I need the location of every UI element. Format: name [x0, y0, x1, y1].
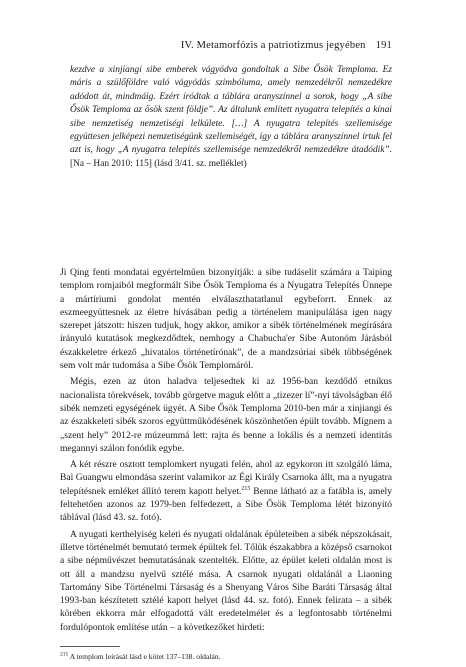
- footnote: [60, 652, 392, 662]
- block-quote: [70, 64, 392, 171]
- paragraph-3-part-2: Benne látható az a fatábla is, amely feltehetően azonos az 1979-ben felfedezett, a Sibe Ősök Temploma létét bizonyító táblával (lásd 43. sz. fotó).: [60, 485, 392, 524]
- running-header: [0, 40, 392, 51]
- footnote-divider: [60, 646, 120, 647]
- paragraph-2: Mégis, ezen az úton haladva teljesedtek ki az 1956-ban kezdődő etnikus nacionalista törekvések, tovább görgetve maguk előtt a „tizezer lí”-nyi távolságban élő sibék nemzeti egységének ügyét. A Sibe Ősök Temploma 2010-ben már a xinjiangi és az északkeleti sibék szoros együttműködésének köszönhetően épült tovább. Mígnem a „szent hely” 2012-re múzeummá lett: rajta és benne a lokális és a nemzeti identitás megannyi szálon fonódik egybe.: [60, 376, 392, 454]
- quote-reference: [Na – Han 2010: 115] (lásd 3/41. sz. melléklet): [70, 158, 247, 169]
- page-number: 191: [375, 40, 392, 51]
- quote-text: kezdve a xinjiangi sibe emberek vágyódva gondoltak a Sibe Ősök Temploma. Ez máris a szülőföldre való vágyódás szimbóluma, amely nemzedékről nemzedékre adódott át, mindmáig. Ezért íródtak a táblára aranyszínnel a sorok, hogy „A sibe Ősök Temploma az ősök szent földje”. Az általunk említett nyugatra telepítés a kínai sibe nemzetiség nemzetiségi lelkülete. […] A nyugatra telepítés szellemisége együttesen jelképezi nemzetiségünk szellemiségét, így a táblára aranyszínnel írtuk fel azt is, hogy „A nyugatra telepítés szellemisége nemzedékről nemzedékre átadódik”.: [70, 65, 392, 156]
- body-text: [60, 266, 392, 637]
- paragraph-3: [60, 458, 392, 524]
- paragraph-4: A nyugati kerthelyiség keleti és nyugati oldalának épületeiben a sibék népszokásait, illetve történelmét bemutató termek épültek fel. Tőlük északabbra a középső csarnokot a sibe népművészet bemutatásának szentelték. Előtte, az épület keleti oldalán most is ott áll a mandzsu nyelvű sztélé mása. A csarnok nyugati oldalánál a Liaoning Tartomány Sibe Történelmi Társaság és a Shenyang Város Sibe Baráti Társaság által 1993-ban készítetett sztélé kapott helyet (lásd 44. sz. fotó). Ennek felirata – a sibék körében ekkorra már elfogadottá vált eredetelmélet és a legfontosabb történelmi fordulópontok említése után – a következőket hirdeti:: [60, 528, 392, 633]
- footnote-text: A templom leírását lásd e kötet 137–138. oldalán.: [68, 652, 221, 661]
- chapter-title: IV. Metamorfózis a patriotizmus jegyében: [180, 40, 366, 51]
- footnote-number: 215: [60, 651, 69, 658]
- footnote-marker: 215: [241, 485, 251, 492]
- paragraph-3-part-1: A két részre osztott templomkert nyugati felén, ahol az egykoron itt szolgáló láma, Bai Guangwu elmondása szerint valamikor az Égi Király Csarnoka állt, ma a nyugatra telepítésnek emléket állító terem kapott helyet.: [60, 459, 392, 497]
- paragraph-1: Ji Qing fenti mondatai egyértelműen bizonyítják: a sibe tudáselit számára a Taiping templom romjaiból megformált Sibe Ősök Temploma és a Nyugatra Telepítés Ünnepe a mártíriumi gondolat mentén elválaszthatatlanul egybeforrt. Ennek az eszmeegyüttesnek az életre hívásában pedig a történelem manipulálása igen nagy szerepet játszott: hiszen tudjuk, hogy akkor, amikor a sibék történelmének megírására irányuló kutatások megkezdődtek, nemhogy a Chabucha'er Sibe Autonóm Járásból északkeletre érkező „hivatalos történetírónak”, de a mandzsúriai sibék többségének sem volt már tudomása a Sibe Ősök Templomáról.: [60, 267, 392, 372]
